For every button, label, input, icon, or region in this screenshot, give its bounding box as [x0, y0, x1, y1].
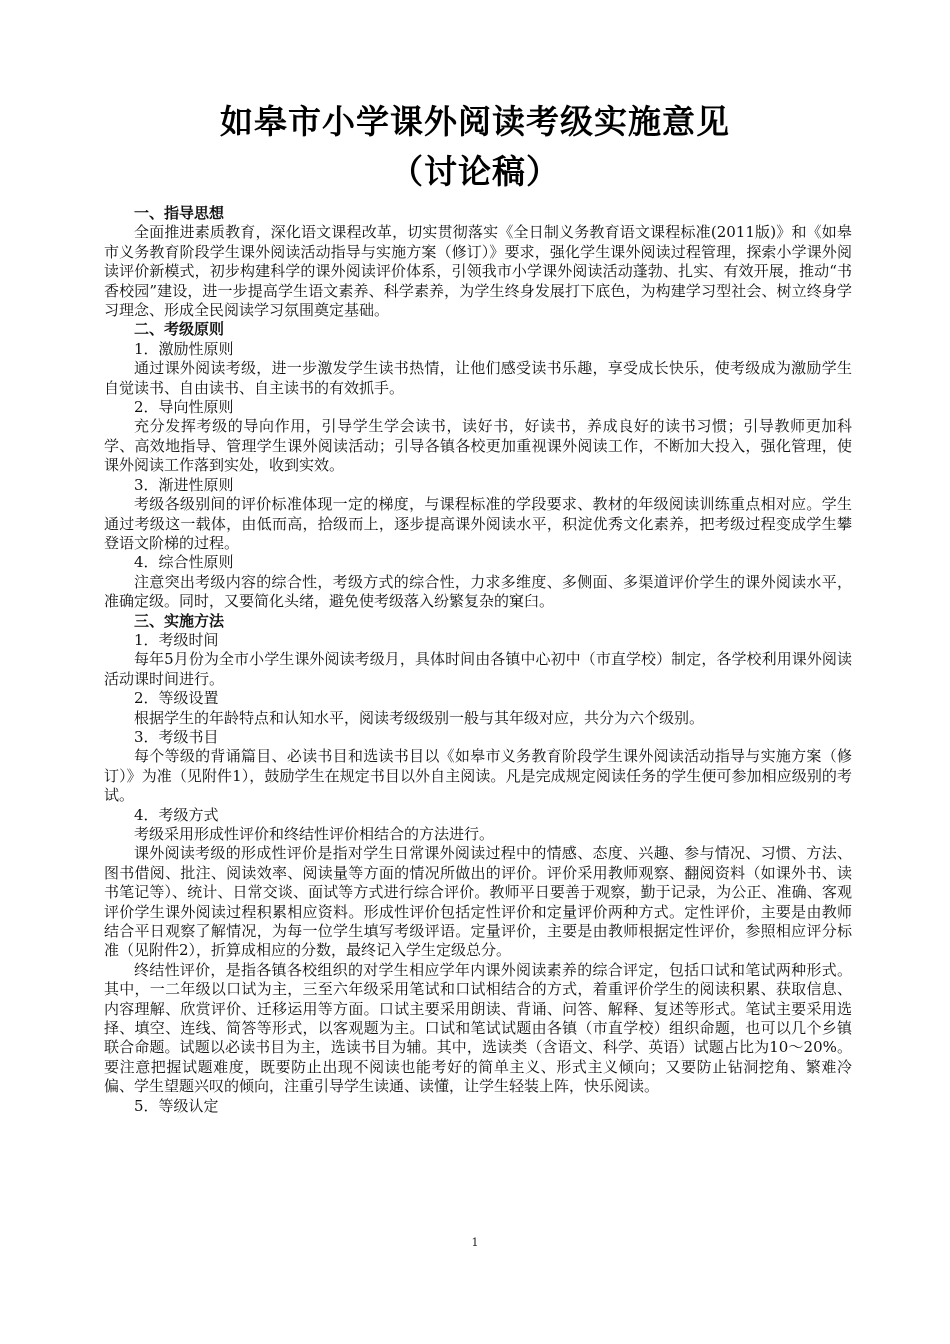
subheading: 1．考级时间: [134, 630, 219, 649]
paragraph: 每个等级的背诵篇目、必读书目和选读书目以《如皋市义务教育阶段学生课外阅读活动指导与实施方案（修订）》为准（见附件1），鼓励学生在规定书目以外自主阅读。凡是完成规定阅读任务的学生便可参加相应级别的考试。: [104, 747, 852, 805]
subheading: 4．综合性原则: [134, 553, 234, 572]
paragraph: 考级采用形成性评价和终结性评价相结合的方法进行。: [134, 825, 495, 843]
section-heading-methods: 三、实施方法: [134, 611, 225, 630]
paragraph: 通过课外阅读考级，进一步激发学生读书热情，让他们感受读书乐趣，享受成长快乐，使考级成为激励学生自觉读书、自由读书、自主读书的有效抓手。: [104, 359, 852, 397]
subheading: 1．激励性原则: [134, 339, 234, 358]
subheading: 3．考级书目: [134, 727, 219, 746]
document-title: 如皋市小学课外阅读考级实施意见: [220, 102, 730, 141]
paragraph: 课外阅读考级的形成性评价是指对学生日常课外阅读过程中的情感、态度、兴趣、参与情况、习惯、方法、图书借阅、批注、阅读效率、阅读量等方面的情况所做出的评价。评价采用教师观察、翻阅资料（如课外书、读书笔记等）、统计、日常交谈、面试等方式进行综合评价。教师平日要善于观察，勤于记录，为公正、准确、客观评价学生课外阅读过程积累相应资料。形成性评价包括定性评价和定量评价两种方式。定性评价，主要是由教师结合平日观察了解情况，为每一位学生填写考级评语。定量评价，主要是由教师根据定性评价，参照相应评分标准（见附件2），折算成相应的分数，最终记入学生定级总分。: [104, 844, 852, 960]
document-subtitle: （讨论稿）: [390, 152, 560, 191]
paragraph: 终结性评价，是指各镇各校组织的对学生相应学年内课外阅读素养的综合评定，包括口试和笔试两种形式。其中，一二年级以口试为主，三至六年级采用笔试和口试相结合的方式，着重评价学生的阅读积累、获取信息、内容理解、欣赏评价、迁移运用等方面。口试主要采用朗读、背诵、问答、解释、复述等形式。笔试主要采用选择、填空、连线、简答等形式，以客观题为主。口试和笔试试题由各镇（市直学校）组织命题，也可以几个乡镇联合命题。试题以必读书目为主，选读书目为辅。其中，选读类（含语文、科学、英语）试题占比为10～20%。要注意把握试题难度，既要防止出现不阅读也能考好的简单主义、形式主义倾向；又要防止钻洞挖角、繁难冷偏、学生望题兴叹的倾向，注重引导学生读通、读懂，让学生轻装上阵，快乐阅读。: [104, 960, 852, 1096]
paragraph: 注意突出考级内容的综合性，考级方式的综合性，力求多维度、多侧面、多渠道评价学生的课外阅读水平，准确定级。同时，又要简化头绪，避免使考级落入纷繁复杂的窠臼。: [104, 572, 852, 611]
paragraph: 全面推进素质教育，深化语文课程改革，切实贯彻落实《全日制义务教育语文课程标准(2011版)》和《如皋市义务教育阶段学生课外阅读活动指导与实施方案（修订）》要求，强化学生课外阅读过程管理，探索小学课外阅读评价新模式，初步构建科学的课外阅读评价体系，引领我市小学课外阅读活动蓬勃、扎实、有效开展，推动“书香校园”建设，进一步提高学生语文素养、科学素养，为学生终身发展打下底色，为构建学习型社会、树立终身学习理念、形成全民阅读学习氛围奠定基础。: [104, 223, 852, 320]
paragraph: 充分发挥考级的导向作用，引导学生学会读书，读好书，好读书，养成良好的读书习惯；引导教师更加科学、高效地指导、管理学生课外阅读活动；引导各镇各校更加重视课外阅读工作，不断加大投入，强化管理，使课外阅读工作落到实处，收到实效。: [104, 417, 852, 475]
document-body: [104, 204, 852, 1116]
subheading: 5．等级认定: [134, 1096, 219, 1115]
section-heading-principles: 二、考级原则: [134, 320, 225, 339]
subheading: 3．渐进性原则: [134, 475, 234, 494]
subheading: 2．导向性原则: [134, 398, 234, 417]
paragraph: 根据学生的年龄特点和认知水平，阅读考级级别一般与其年级对应，共分为六个级别。: [134, 708, 705, 727]
subheading: 4．考级方式: [134, 805, 219, 824]
paragraph: 考级各级别间的评价标准体现一定的梯度，与课程标准的学段要求、教材的年级阅读训练重点相对应。学生通过考级这一载体，由低而高，拾级而上，逐步提高课外阅读水平，积淀优秀文化素养，把考级过程变成学生攀登语文阶梯的过程。: [104, 495, 852, 552]
paragraph: 每年5月份为全市小学生课外阅读考级月，具体时间由各镇中心初中（市直学校）制定，各学校利用课外阅读活动课时间进行。: [104, 650, 852, 688]
section-heading-guiding-thought: 一、指导思想: [134, 204, 225, 222]
subheading: 2．等级设置: [134, 689, 219, 708]
page-number: 1: [471, 1236, 479, 1249]
